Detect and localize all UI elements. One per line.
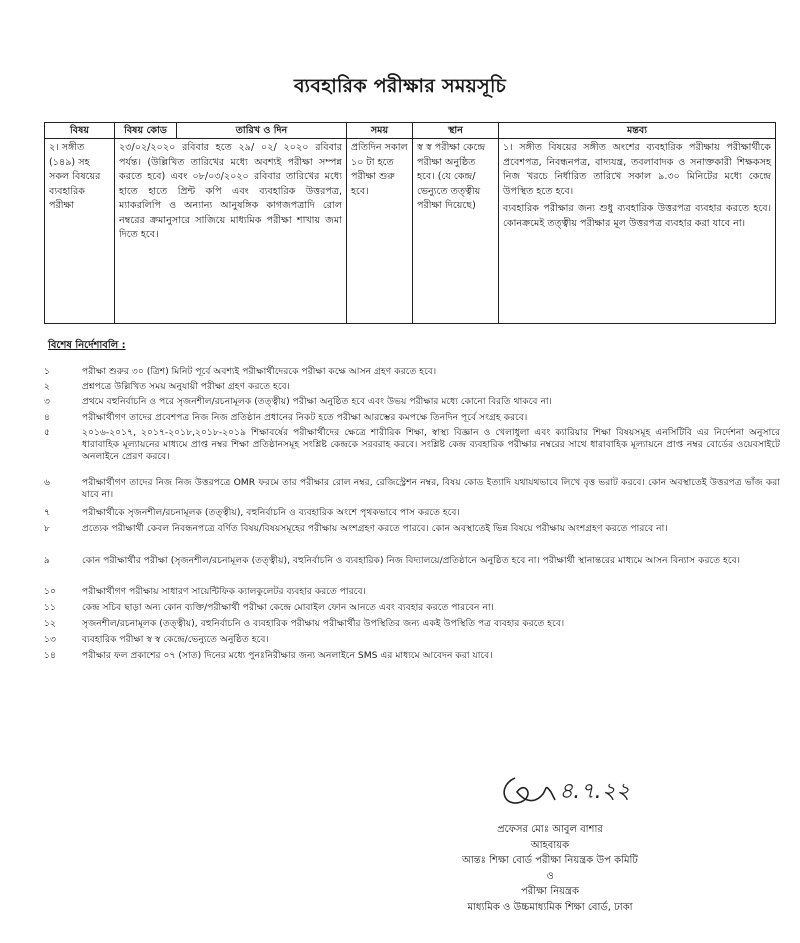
table-row [45,139,776,324]
item-text: পরীক্ষার্থীগণ পরীক্ষায় সাধারণ সায়েন্টিফিক ক্যালকুলেটর ব্যবহার করতে পারবে। [82,586,366,597]
item-number: ২ [44,381,50,392]
list-item [40,650,780,666]
list-item [40,618,780,634]
signatory-conjunction: ও [546,870,554,882]
table-header-row [45,123,776,139]
cell-remarks [499,139,776,324]
item-text: পরীক্ষার্থীকে সৃজনশীল/রচনামূলক (তত্ত্বীয়), বহুনির্বাচনি ও ব্যবহারিক অংশে পৃথকভাবে পাস করতে হবে। [82,507,460,518]
item-text: পরীক্ষা শুরুর ৩০ (ত্রিশ) মিনিট পূর্বে অবশ্যই পরীক্ষার্থীদেরকে পরীক্ষা কক্ষে আসন গ্রহণ করতে হবে। [82,366,437,377]
item-text: পরীক্ষার্থীগণ তাদের নিজ নিজ উত্তরপত্রে OMR ফরমে তার পরীক্ষার রোল নম্বর, রেজিস্ট্রেশন নম্বর, বিষয় কোড ইত্যাদি যথাযথভাবে লিখে বৃত্ত ভরাট করবে। কোন অবস্থাতেই উত্তরপত্র ভাঁজ করা যাবে না। [82,477,780,500]
list-item [40,366,780,381]
item-number: ৪ [44,412,50,423]
cell-subject: ২। সঙ্গীত (১৪৯) সহ সকল বিষয়ের ব্যবহারিক পরীক্ষা [45,139,115,324]
cell-place: স্ব স্ব পরীক্ষা কেন্দ্রে পরীক্ষা অনুষ্ঠিত হবে। (যে কেন্দ্র/ ভেন্যুতে তত্ত্বীয় পরীক্ষা দিয়েছে) [413,139,499,324]
list-item [40,602,780,618]
instructions-list [40,366,780,666]
signatory-board: মাধ্যমিক ও উচ্চমাধ্যমিক শিক্ষা বোর্ড, ঢাকা [467,901,633,913]
signature-mark [495,758,645,820]
list-item [40,507,780,523]
item-text: প্রত্যেক পরীক্ষার্থী কেবল নিবন্ধনপত্রে বর্ণিত বিষয়/বিষয়সমূহের পরীক্ষায় অংশগ্রহণ করতে পারবে। কোন অবস্থাতেই ভিন্ন বিষয়ে পরীক্ষায় অংশগ্রহণ করতে পারবে না। [82,523,668,534]
item-number: ৫ [44,427,50,438]
signatory-name: প্রফেসর মোঃ আবুল বাশার [497,824,603,835]
item-number: ১৩ [44,634,56,645]
item-number: ৬ [44,477,50,488]
item-text: পরীক্ষার্থীগণ তাদের প্রবেশপত্র নিজ নিজ প্রতিষ্ঠান প্রধানের নিকট হতে পরীক্ষা আরম্ভের কমপক্ষে তিনদিন পূর্বে সংগ্রহ করবে। [82,412,528,423]
header-place: স্থান [413,123,499,139]
instructions-title: বিশেষ নির্দেশাবলি : [48,340,126,351]
list-item [40,396,780,412]
item-text: প্রশ্নপত্রে উল্লিখিত সময় অনুযায়ী পরীক্ষা গ্রহণ করতে হবে। [82,381,290,392]
header-code: বিষয় কোড [115,123,177,139]
item-number: ৯ [44,555,50,566]
list-item [40,477,780,507]
header-remarks: মন্তব্য [499,123,776,139]
signatory-role-2: পরীক্ষা নিয়ন্ত্রক [521,886,579,897]
item-text: কেন্দ্র সচিব ছাড়া অন্য কোন ব্যক্তি/পরীক্ষার্থী পরীক্ষা কেন্দ্রে মোবাইল ফোন আনতে এবং ব্যবহার করতে পারবেন না। [82,602,494,613]
item-text: পরীক্ষার ফল প্রকাশের ০৭ (সাত) দিনের মধ্যে পুনঃনিরীক্ষার জন্য অনলাইনে SMS এর মাধ্যমে আবেদন করা যাবে। [82,650,493,661]
item-number: ৮ [44,523,50,534]
item-text: ব্যবহারিক পরীক্ষা স্ব স্ব কেন্দ্রে/ভেন্যুতে অনুষ্ঠিত হবে। [82,634,269,645]
header-subject: বিষয় [45,123,115,139]
remarks-note-2: ব্যবহারিক পরীক্ষার জন্য শুধু ব্যবহারিক উত্তরপত্র ব্যবহার করতে হবে। কোনক্রমেই তত্ত্বীয় পরীক্ষার মূল উত্তরপত্র ব্যবহার করা যাবে না। [503,203,771,229]
signatory-role: আহবায়ক [530,839,570,851]
cell-code-date: ২৩/০২/২০২০ রবিবার হতে ২৯/ ০২/ ২০২০ রবিবার পর্যন্ত। (উল্লিখিত তারিখের মধ্যে অবশ্যই পরীক্ষা সম্পন্ন করতে হবে) এবং ০৮/০৩/২০২০ রবিবার তারিখের মধ্যে হাতে হাতে প্রিন্ট কপি এবং ব্যবহারিক উত্তরপত্র, ম্যাকরলিপি ও অন্যান্য আনুষঙ্গিক কাগজপত্রাদি রোল নম্বরের ক্রমানুসারে সাজিয়ে মাধ্যমিক পরীক্ষা শাখায় জমা দিতে হবে। [115,139,347,324]
item-number: ৩ [44,396,50,407]
list-item [40,381,780,396]
item-number: ১০ [44,586,56,597]
cell-time: প্রতিদিন সকাল ১০ টা হতে পরীক্ষা শুরু হবে। [347,139,413,324]
item-number: ১১ [44,602,56,613]
signature-lines [400,822,700,915]
list-item [40,427,780,477]
item-number: ৭ [44,507,50,518]
item-number: ১ [44,366,50,377]
header-time: সময় [347,123,413,139]
signature-date: ৪.৭.২২ [559,779,631,804]
item-text: ২০১৬-২০১৭, ২০১৭-২০১৮,২০১৮-২০১৯ শিক্ষাবর্ষের পরীক্ষার্থীদের ক্ষেত্রে শারীরিক শিক্ষা, স্বাস্থ্য বিজ্ঞান ও খেলাধুলা এবং ক্যারিয়ার শিক্ষা বিষয়সমূহ এনসিটিবি এর নির্দেশনা অনুসারে ধারাবাহিক মূল্যায়নের মাধ্যমে প্রাপ্ত নম্বর শিক্ষা প্রতিষ্ঠানসমূহ সংশ্লিষ্ট কেন্দ্রকে সরবরাহ করবে। সংশ্লিষ্ট কেন্দ্র ব্যবহারিক পরীক্ষার নম্বরের সাথে ধারাবাহিক মূল্যায়নে প্রাপ্ত নম্বর বোর্ডের ওয়েবসাইটে অনলাইনে প্রেরণ করবে। [82,427,780,462]
list-item [40,523,780,555]
page-title: ব্যবহারিক পরীক্ষার সময়সূচি [293,75,507,97]
item-text: সৃজনশীল/রচনামূলক (তত্ত্বীয়), বহুনির্বাচনি ও ব্যবহারিক পরীক্ষায় পরীক্ষার্থীর উপস্থিতির জন্য একই উপস্থিতি পত্র ব্যবহার করতে হবে। [82,618,565,629]
item-text: প্রথমে বহুনির্বাচনি ও পরে সৃজনশীল/রচনামূলক (তত্ত্বীয়) পরীক্ষা অনুষ্ঠিত হবে এবং উভয় পরীক্ষার মধ্যে কোনো বিরতি থাকবে না। [82,396,552,407]
item-text: কোন পরীক্ষার্থীর পরীক্ষা (সৃজনশীল/রচনামূলক (তত্ত্বীয়), বহুনির্বাচনি ও ব্যবহারিক) নিজ বিদ্যালয়ে/প্রতিষ্ঠানে অনুষ্ঠিত হবে না। পরীক্ষার্থী স্থানান্তরের মাধ্যমে আসন বিন্যাস করতে হবে। [82,555,740,566]
item-number: ১৪ [44,650,56,661]
list-item [40,555,780,586]
header-date: তারিখ ও দিন [177,123,347,139]
item-number: ১২ [44,618,56,629]
list-item [40,586,780,602]
remarks-note-1: ১। সঙ্গীত বিষয়ের সঙ্গীত অংশের ব্যবহারিক পরীক্ষায় পরীক্ষার্থীকে প্রবেশপত্র, নিবন্ধনপত্র, বাদ্যযন্ত্র, তবলাবাদক ও সনাক্তকারী শিক্ষকসহ নিজ খরচে নির্ধারিত তারিখে সকাল ৯.৩০ মিনিটের মধ্যে কেন্দ্রে উপস্থিত হতে হবে। [503,142,771,197]
list-item [40,412,780,427]
signatory-committee: আন্তঃ শিক্ষা বোর্ড পরীক্ষা নিয়ন্ত্রক উপ কমিটি [462,855,638,866]
schedule-table [44,122,776,324]
list-item [40,634,780,650]
